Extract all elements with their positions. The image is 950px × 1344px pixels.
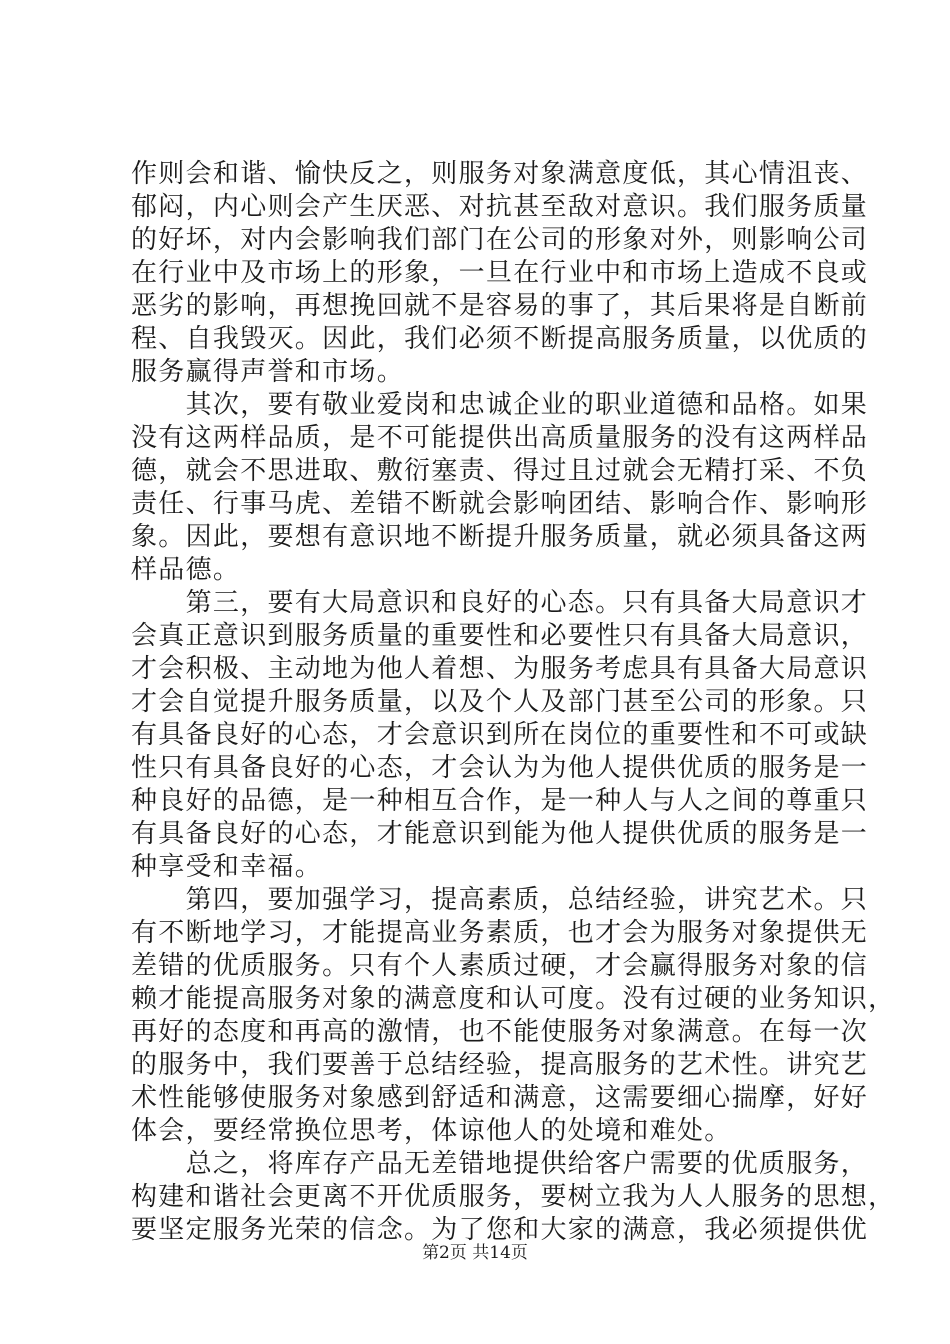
text-line: 再好的态度和再高的激情，也不能使服务对象满意。在每一次 [131,1017,869,1047]
text-line: 责任、行事马虎、差错不断就会影响团结、影响合作、影响形 [131,489,869,519]
text-line: 作则会和谐、愉快反之，则服务对象满意度低，其心情沮丧、 [131,159,869,189]
text-line: 有具备良好的心态，才会意识到所在岗位的重要性和不可或缺 [131,720,869,750]
text-line: 在行业中及市场上的形象，一旦在行业中和市场上造成不良或 [131,258,869,288]
text-line: 样品德。 [131,555,241,585]
text-line: 服务赢得声誉和市场。 [131,357,405,387]
text-line: 德，就会不思进取、敷衍塞责、得过且过就会无精打采、不负 [131,456,869,486]
text-line: 的服务中，我们要善于总结经验，提高服务的艺术性。讲究艺 [131,1050,869,1080]
text-line: 术性能够使服务对象感到舒适和满意，这需要细心揣摩，好好 [131,1083,869,1113]
text-line: 才会积极、主动地为他人着想、为服务考虑具有具备大局意识 [131,654,869,684]
text-line: 要坚定服务光荣的信念。为了您和大家的满意，我必须提供优 [131,1215,869,1245]
text-line: 体会，要经常换位思考，体谅他人的处境和难处。 [131,1116,732,1146]
text-line: 其次，要有敬业爱岗和忠诚企业的职业道德和品格。如果 [131,390,869,420]
text-line: 象。因此，要想有意识地不断提升服务质量，就必须具备这两 [131,522,869,552]
text-line: 恶劣的影响，再想挽回就不是容易的事了，其后果将是自断前 [131,291,869,321]
text-line: 总之，将库存产品无差错地提供给客户需要的优质服务， [131,1149,869,1179]
text-line: 没有这两样品质，是不可能提供出高质量服务的没有这两样品 [131,423,869,453]
text-line: 第三，要有大局意识和良好的心态。只有具备大局意识才 [131,588,869,618]
text-line: 差错的优质服务。只有个人素质过硬，才会赢得服务对象的信 [131,951,869,981]
text-line: 有不断地学习，才能提高业务素质，也才会为服务对象提供无 [131,918,869,948]
text-line: 程、自我毁灭。因此，我们必须不断提高服务质量，以优质的 [131,324,869,354]
text-line: 有具备良好的心态，才能意识到能为他人提供优质的服务是一 [131,819,869,849]
text-line: 第四，要加强学习，提高素质，总结经验，讲究艺术。只 [131,885,869,915]
text-line: 构建和谐社会更离不开优质服务，要树立我为人人服务的思想， [131,1182,896,1212]
text-line: 才会自觉提升服务质量，以及个人及部门甚至公司的形象。只 [131,687,869,717]
text-line: 的好坏，对内会影响我们部门在公司的形象对外，则影响公司 [131,225,869,255]
text-line: 性只有具备良好的心态，才会认为为他人提供优质的服务是一 [131,753,869,783]
text-line: 郁闷，内心则会产生厌恶、对抗甚至敌对意识。我们服务质量 [131,192,869,222]
text-line: 会真正意识到服务质量的重要性和必要性只有具备大局意识， [131,621,869,651]
text-line: 赖才能提高服务对象的满意度和认可度。没有过硬的业务知识， [131,984,896,1014]
text-line: 种享受和幸福。 [131,852,323,882]
body-text [131,158,896,1247]
page-number: 第2页 共14页 [422,1243,528,1263]
page-footer [0,1243,950,1263]
text-line: 种良好的品德，是一种相互合作，是一种人与人之间的尊重只 [131,786,869,816]
